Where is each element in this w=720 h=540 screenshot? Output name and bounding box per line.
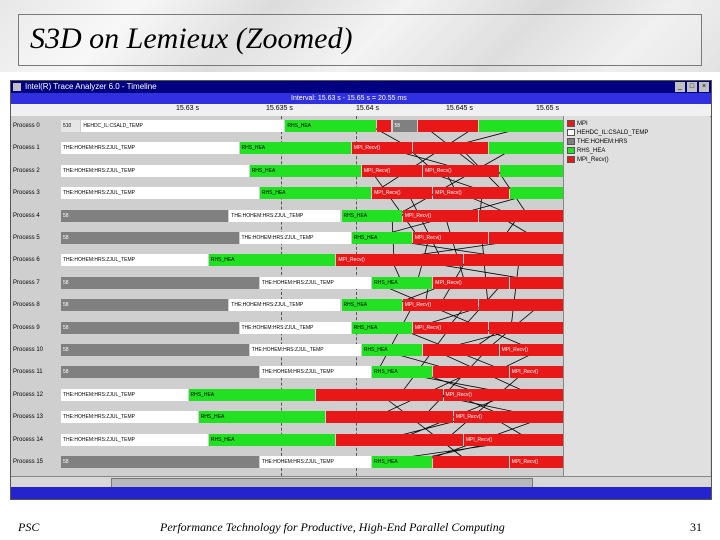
timeline-segment[interactable]: RHS_HEA [372, 277, 432, 289]
timeline-segment[interactable]: 510 [61, 120, 80, 132]
time-range-label: Interval: 15.63 s - 15.65 s = 20.55 ms [291, 95, 407, 102]
timeline-segment[interactable]: RHS_HEA [362, 344, 422, 356]
timeline-segment[interactable] [510, 277, 570, 289]
timeline-segment[interactable] [479, 210, 570, 222]
timeline-segment[interactable]: THE:HOHEM:HRS:ZJUL_TEMP [61, 434, 208, 446]
timeline-segment[interactable]: MPI_Recv() [413, 232, 489, 244]
timeline-segment[interactable]: RHS_HEA [352, 322, 412, 334]
timeline-segment[interactable]: THE:HOHEM:HRS:ZJUL_TEMP [61, 142, 239, 154]
timeline-segment[interactable]: RHS_HEA [209, 434, 336, 446]
timeline-segment[interactable]: MPI_Recv() [372, 187, 432, 199]
timeline-segment[interactable]: 58 [61, 344, 249, 356]
timeline-segment[interactable]: RHS_HEA [342, 210, 402, 222]
slide-title: S3D on Lemieux (Zoomed) [30, 22, 353, 55]
timeline-segment[interactable] [423, 344, 499, 356]
process-label: Process 1 [13, 145, 40, 152]
timeline-segment[interactable]: THE:HOHEM:HRS:ZJUL_TEMP [61, 411, 198, 423]
message-line [377, 305, 413, 372]
timeline-segment[interactable]: THE:HOHEM:HRS:ZJUL_TEMP [240, 232, 351, 244]
footer-org: PSC [18, 520, 40, 534]
legend-swatch [567, 138, 575, 145]
horizontal-scrollbar[interactable] [11, 476, 711, 487]
timeline-segment[interactable]: THE:HOHEM:HRS:ZJUL_TEMP [260, 366, 371, 378]
page-number: 31 [690, 520, 702, 534]
timeline-segment[interactable]: THE:HOHEM:HRS:ZJUL_TEMP [250, 344, 361, 356]
legend-swatch [567, 129, 575, 136]
timeline-segment[interactable]: MPI_Recv() [352, 142, 412, 154]
process-label: Process 11 [13, 369, 43, 376]
timeline-segment[interactable]: HEHDC_IL:CSALD_TEMP [81, 120, 284, 132]
timeline-segment[interactable] [336, 434, 463, 446]
timeline-segment[interactable] [418, 120, 478, 132]
legend-label: MPI [577, 121, 588, 128]
timeline-segment[interactable]: MPI_Recv() [454, 411, 570, 423]
process-label: Process 10 [13, 347, 44, 353]
message-line [400, 328, 450, 395]
timeline-segment[interactable] [510, 187, 570, 199]
timeline-segment[interactable]: 58 [61, 232, 239, 244]
legend-item [567, 129, 648, 136]
ruler-tick-label: 15.64 s [356, 105, 379, 112]
minimize-icon[interactable]: _ [675, 82, 685, 92]
timeline-segment[interactable]: MPI_Recv() [413, 322, 489, 334]
app-icon [13, 83, 21, 91]
timeline-segment[interactable]: 58 [61, 322, 239, 334]
process-label: Process 6 [13, 257, 40, 264]
timeline-segment[interactable]: THE:HOHEM:HRS:ZJUL_TEMP [260, 456, 371, 468]
timeline-segment[interactable]: MPI_Recv() [362, 165, 422, 177]
timeline-segment[interactable]: MPI_Recv() [510, 456, 570, 468]
legend-item [567, 156, 609, 163]
process-label: Process 0 [13, 123, 40, 129]
message-line [396, 148, 514, 215]
timeline-segment[interactable]: THE:HOHEM:HRS:ZJUL_TEMP [61, 254, 208, 266]
timeline-segment[interactable]: RHS_HEA [199, 411, 326, 423]
timeline-segment[interactable]: RHS_HEA [352, 232, 412, 244]
time-range-bar [11, 93, 711, 104]
slide-title-band [0, 0, 720, 72]
window-titlebar [11, 81, 711, 93]
timeline-segment[interactable]: MPI_Recv() [433, 187, 509, 199]
timeline-segment[interactable]: 58 [61, 456, 259, 468]
timeline-segment[interactable]: 58 [61, 277, 259, 289]
timeline-segment[interactable] [326, 411, 453, 423]
timeline-segment[interactable]: RHS_HEA [250, 165, 361, 177]
legend-swatch [567, 120, 575, 127]
timeline-segment[interactable]: MPI_Recv() [403, 210, 479, 222]
legend-label: THE:HOHEM:HRS [577, 139, 628, 146]
timeline-segment[interactable] [489, 142, 570, 154]
footer-caption: Performance Technology for Productive, High-End Parallel Computing [160, 520, 505, 534]
process-label: Process 14 [13, 436, 44, 443]
timeline-segment[interactable]: RHS_HEA [285, 120, 376, 132]
timeline-segment[interactable]: THE:HOHEM:HRS:ZJUL_TEMP [229, 299, 340, 311]
timeline-segment[interactable]: THE:HOHEM:HRS:ZJUL_TEMP [61, 187, 259, 199]
ruler-tick-label: 15.65 s [536, 105, 559, 112]
timeline-segment[interactable]: RHS_HEA [372, 456, 432, 468]
timeline-segment[interactable] [433, 366, 509, 378]
timeline-segment[interactable]: MPI_Recv() [433, 277, 509, 289]
process-label: Process 15 [13, 459, 44, 465]
timeline-canvas[interactable] [11, 116, 563, 476]
legend-swatch [567, 147, 575, 154]
legend-label: HEHDC_IL:CSALD_TEMP [577, 130, 649, 137]
process-label: Process 5 [13, 235, 40, 241]
timeline-segment[interactable] [489, 232, 570, 244]
timeline-segment[interactable] [377, 120, 391, 132]
timeline-segment[interactable]: RHS_HEA [372, 366, 432, 378]
process-label: Process 8 [13, 302, 40, 309]
process-label: Process 3 [13, 190, 40, 197]
timeline-segment[interactable]: THE:HOHEM:HRS:ZJUL_TEMP [240, 322, 351, 334]
timeline-segment[interactable]: THE:HOHEM:HRS:ZJUL_TEMP [260, 277, 371, 289]
timeline-segment[interactable]: 58 [393, 120, 418, 132]
process-label: Process 4 [13, 212, 40, 219]
legend-item [567, 147, 605, 154]
message-line [371, 171, 419, 238]
status-strip [11, 487, 711, 499]
process-label: Process 2 [13, 167, 40, 174]
legend-item [567, 120, 588, 127]
timeline-segment[interactable]: RHS_HEA [342, 299, 402, 311]
timeline-segment[interactable]: 58 [61, 366, 259, 378]
timeline-segment[interactable]: THE:HOHEM:HRS:ZJUL_TEMP [229, 210, 340, 222]
timeline-segment[interactable]: RHS_HEA [189, 389, 316, 401]
timeline-segment[interactable] [479, 299, 570, 311]
timeline-segment[interactable] [413, 142, 489, 154]
message-line [376, 283, 534, 350]
process-label: Process 9 [13, 324, 40, 331]
close-icon[interactable]: × [699, 82, 709, 92]
timeline-segment[interactable]: RHS_HEA [209, 254, 336, 266]
process-label: Process 13 [13, 414, 44, 421]
timeline-segment[interactable] [433, 456, 509, 468]
timeline-segment[interactable]: 58 [61, 210, 228, 222]
timeline-segment[interactable]: MPI_Recv() [423, 165, 499, 177]
ruler-tick-label: 15.645 s [446, 105, 473, 112]
ruler-tick-label: 15.63 s [176, 105, 199, 112]
message-line [511, 260, 519, 327]
timeline-segment[interactable]: MPI_Recv() [500, 344, 570, 356]
timeline-segment[interactable] [316, 389, 443, 401]
legend-label: RHS_HEA [577, 148, 606, 155]
legend-item [567, 138, 627, 145]
timeline-segment[interactable]: THE:HOHEM:HRS:ZJUL_TEMP [61, 389, 188, 401]
trace-analyzer-window [10, 80, 712, 500]
window-title: Intel(R) Trace Analyzer 6.0 - Timeline [25, 82, 157, 91]
timeline-segment[interactable] [479, 120, 570, 132]
timeline-segment[interactable]: MPI_Recv() [464, 434, 570, 446]
timeline-segment[interactable]: THE:HOHEM:HRS:ZJUL_TEMP [61, 165, 249, 177]
timeline-segment[interactable]: RHS_HEA [260, 187, 371, 199]
timeline-segment[interactable]: MPI_Recv() [403, 299, 479, 311]
process-label: Process 12 [13, 391, 44, 398]
legend-label: MPI_Recv() [577, 157, 609, 164]
timeline-segment[interactable]: 58 [61, 299, 228, 311]
process-label: Process 7 [13, 279, 40, 286]
message-line [381, 395, 469, 462]
timeline-segment[interactable]: RHS_HEA [240, 142, 351, 154]
legend-swatch [567, 156, 575, 163]
timeline-segment[interactable]: MPI_Recv() [336, 254, 463, 266]
timeline-segment[interactable]: MPI_Recv() [510, 366, 570, 378]
timeline-segment[interactable] [464, 254, 570, 266]
maximize-icon[interactable]: □ [687, 82, 697, 92]
timeline-segment[interactable] [500, 165, 570, 177]
timeline-segment[interactable]: MPI_Recv() [444, 389, 571, 401]
timeline-segment[interactable] [489, 322, 570, 334]
ruler-tick-label: 15.635 s [266, 105, 293, 112]
function-legend [563, 116, 710, 476]
